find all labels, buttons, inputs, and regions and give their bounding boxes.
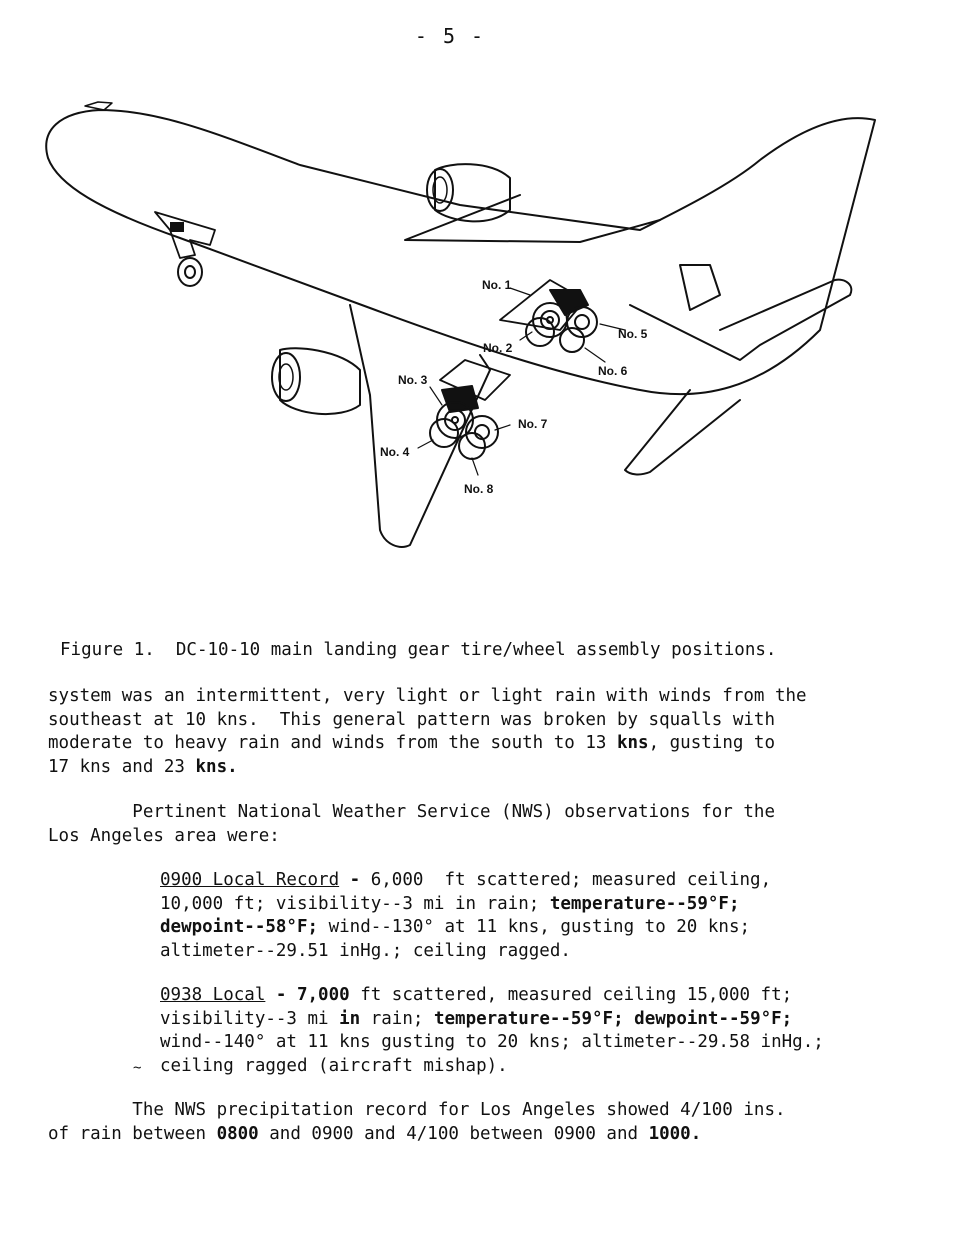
wheel-8 [459, 433, 485, 459]
text-line: 10,000 ft; visibility--3 mi in rain; [160, 893, 550, 914]
observation-0900 [160, 869, 771, 963]
dc10-landing-gear-figure [40, 90, 890, 560]
text-bold: 0800 [216, 1123, 259, 1144]
paragraph-precipitation [48, 1099, 786, 1146]
text-line: ft scattered; measured ceiling, [423, 870, 772, 890]
text-line: Los Angeles area were: [48, 825, 280, 846]
text-bold: dewpoint--59°F; [634, 1008, 793, 1029]
callout-no-8: No. 8 [464, 482, 494, 496]
text-bold: - [339, 870, 371, 890]
text-line: ceiling ragged (aircraft mishap). [160, 1055, 508, 1076]
text-bold: dewpoint--58°F; [160, 917, 319, 937]
text-line: wind--130° at 11 kns, gusting to 20 kns; [318, 917, 751, 937]
text-line: 6,000 [370, 870, 424, 890]
nose-gear [155, 212, 215, 258]
text-line: visibility--3 mi [160, 1008, 340, 1029]
callout-no-1: No. 1 [482, 278, 512, 292]
figure-caption: Figure 1. DC-10-10 main landing gear tire/wheel assembly positions. [60, 640, 777, 660]
text-line: southeast at 10 kns. This general pattern was broken by squalls with [48, 709, 775, 730]
text-line: ft scattered, measured ceiling 15,000 ft; [349, 985, 793, 1005]
text-bold: 1000. [648, 1123, 702, 1144]
text-bold: temperature--59°F; [549, 893, 740, 914]
callout-no-7: No. 7 [518, 417, 548, 431]
wheel-6 [560, 328, 584, 352]
text-line: , gusting to [648, 733, 775, 753]
text-bold: temperature--59°F; [433, 1008, 624, 1029]
paragraph-weather-pattern [48, 685, 807, 779]
callout-no-3: No. 3 [398, 373, 428, 387]
text-line: and 0900 and 4/100 between 0900 and [258, 1123, 649, 1144]
callout-no-6: No. 6 [598, 364, 628, 378]
text-line: altimeter--29.51 inHg.; ceiling ragged. [160, 940, 571, 961]
text-bold: in [339, 1008, 361, 1029]
observation-0938 [160, 984, 824, 1078]
text-line: Pertinent National Weather Service (NWS) observations for the [48, 802, 775, 822]
text-line: The NWS precipitation record for Los Angeles showed 4/100 ins. [48, 1100, 786, 1120]
wheel-2 [526, 318, 554, 346]
text-line: moderate to heavy rain and winds from the south to 13 [48, 733, 617, 753]
text-line: 17 kns and 23 [48, 756, 196, 777]
text-line: of rain between [48, 1123, 217, 1144]
near-wing [350, 305, 490, 547]
text-line: system was an intermittent, very light or light rain with winds from the [48, 686, 807, 706]
callout-no-2: No. 2 [483, 341, 513, 355]
text-line [624, 1009, 635, 1029]
cockpit-windows [85, 102, 112, 110]
page-number: - 5 - [414, 24, 486, 48]
text-bold: 7,000 [296, 985, 350, 1005]
tail-stabilizer [630, 280, 851, 360]
text-line: wind--140° at 11 kns gusting to 20 kns; altimeter--29.58 inHg.; [160, 1032, 824, 1052]
observation-label: 0938 Local [160, 985, 266, 1005]
margin-mark: ~ [133, 1060, 142, 1076]
callout-no-5: No. 5 [618, 327, 648, 341]
wheel-7 [466, 416, 498, 448]
callout-no-4: No. 4 [380, 445, 410, 459]
text-bold: kns [616, 733, 649, 753]
text-bold: kns. [195, 756, 238, 777]
text-line: rain; [360, 1008, 434, 1029]
text-bold: - [265, 985, 297, 1005]
paragraph-nws-intro [48, 801, 775, 848]
observation-label: 0900 Local Record [160, 870, 340, 890]
